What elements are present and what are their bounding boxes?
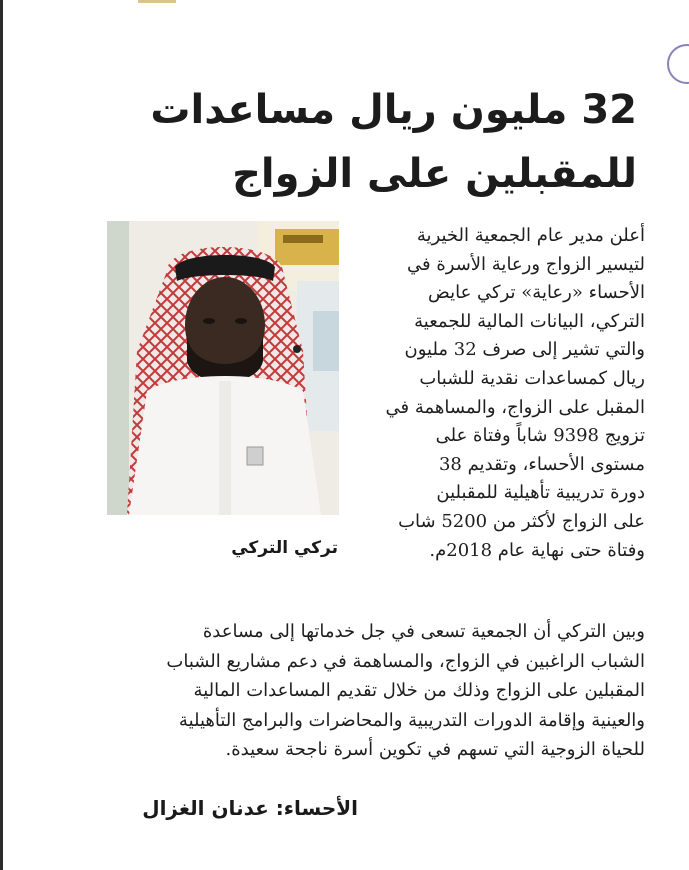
body-line: التركي، البيانات المالية للجمعية (414, 310, 645, 332)
body-line: أعلن مدير عام الجمعية الخيرية (416, 225, 645, 246)
body-line: المقبلين على الزواج وذلك من خلال تقديم المساعدات المالية (193, 680, 645, 701)
top-decoration (138, 0, 176, 3)
portrait-photo (107, 221, 339, 515)
body-line: دورة تدريبية تأهيلية للمقبلين (436, 482, 645, 504)
headline-line-2: للمقبلين على الزواج (232, 151, 637, 197)
photo-caption: تركي التركي (231, 538, 338, 558)
article-headline (77, 78, 637, 206)
article-body-narrow (363, 222, 645, 565)
body-line: المقبل على الزواج، والمساهمة في (385, 396, 645, 418)
body-line: لتيسير الزواج ورعاية الأسرة في (407, 253, 645, 275)
corner-ring-decoration (667, 44, 689, 84)
body-line: الأحساء «رعاية» تركي عايض (428, 282, 645, 304)
body-line: على الزواج لأكثر من 5200 شاب (398, 510, 645, 532)
body-line: للحياة الزوجية التي تسهم في تكوين أسرة ناجحة سعيدة. (225, 739, 645, 760)
article-byline: الأحساء: عدنان الغزال (142, 796, 358, 820)
portrait-illustration (107, 221, 339, 515)
body-line: وفتاة حتى نهاية عام 2018م. (429, 539, 645, 561)
body-line: تزويج 9398 شاباً وفتاة على (435, 425, 645, 447)
article-body-wide (130, 617, 645, 765)
body-line: وبين التركي أن الجمعية تسعى في جل خدماتها إلى مساعدة (202, 621, 645, 642)
page-edge (0, 0, 3, 870)
body-line: ريال كمساعدات نقدية للشباب (419, 367, 645, 389)
body-line: والتي تشير إلى صرف 32 مليون (404, 339, 645, 361)
body-line: مستوى الأحساء، وتقديم 38 (438, 453, 645, 475)
body-line: والعينية وإقامة الدورات التدريبية والمحاضرات والبرامج التأهيلية (178, 709, 645, 731)
body-line: الشباب الراغبين في الزواج، والمساهمة في دعم مشاريع الشباب (166, 650, 645, 672)
headline-line-1: 32 مليون ريال مساعدات (150, 87, 637, 133)
